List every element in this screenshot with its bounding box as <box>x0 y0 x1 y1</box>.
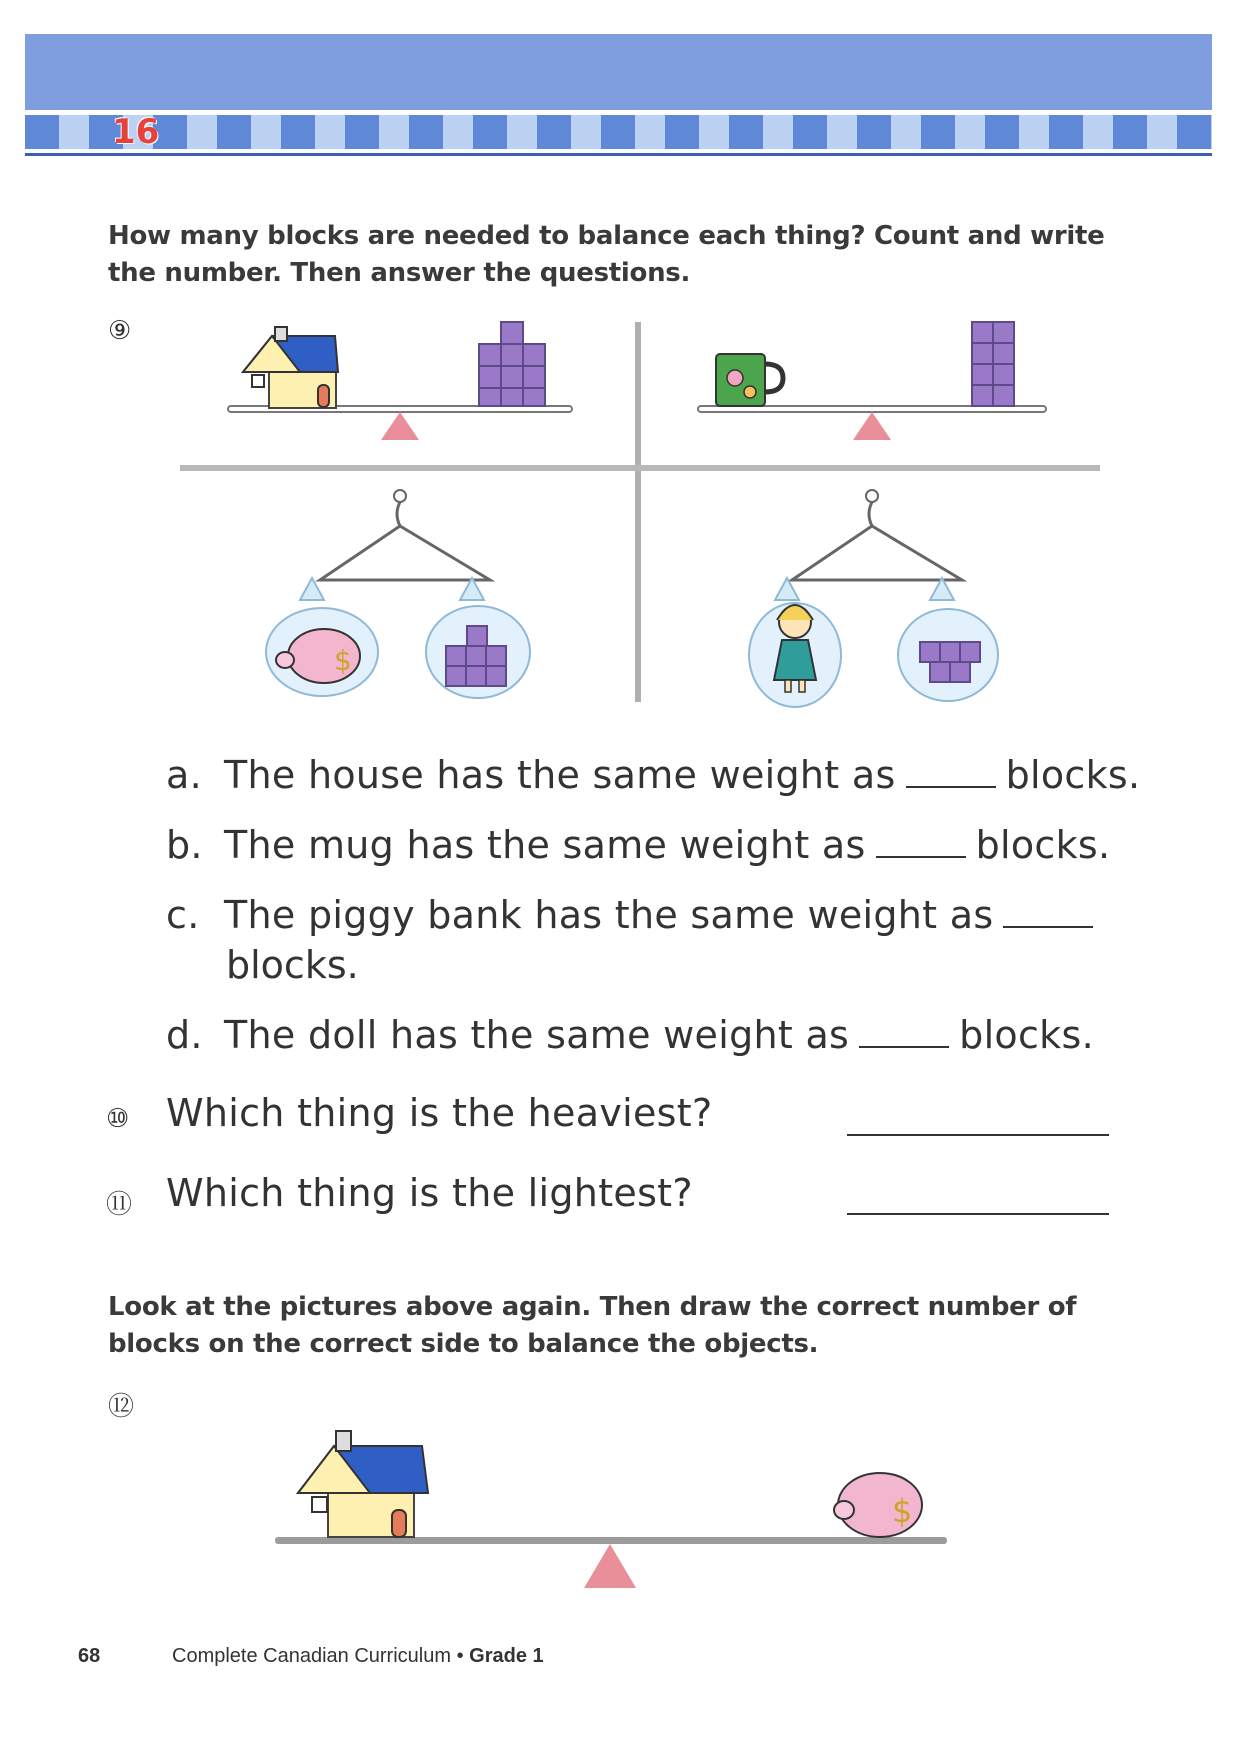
item-letter: c. <box>166 893 200 937</box>
doll-hanger <box>749 490 998 707</box>
book-title <box>172 1645 544 1668</box>
question-11-text: Which thing is the lightest? <box>166 1171 693 1215</box>
question-b <box>166 823 1110 867</box>
question-10-text: Which thing is the heaviest? <box>166 1091 713 1135</box>
item-letter: b. <box>166 823 203 867</box>
question-number-11: ⑪ <box>106 1190 133 1220</box>
item-unit: blocks. <box>975 823 1111 867</box>
item-unit: blocks. <box>959 1013 1094 1057</box>
item-letter: a. <box>166 753 202 797</box>
item-text: The doll has the same weight as <box>224 1013 850 1057</box>
answer-line-10[interactable] <box>847 1134 1109 1136</box>
item-text: The house has the same weight as <box>224 753 896 797</box>
question-number-9: ⑨ <box>108 316 132 346</box>
svg-text:$: $ <box>334 644 352 677</box>
answer-blank-d[interactable] <box>859 1045 949 1048</box>
fulcrum <box>381 412 419 440</box>
item-text: The mug has the same weight as <box>224 823 866 867</box>
block-stack-5-flat <box>920 642 980 682</box>
piggy-bank-hanger <box>266 490 530 698</box>
instruction-line: Look at the pictures above again. Then draw the correct number of <box>108 1292 1077 1322</box>
seesaw-plank <box>275 1537 947 1544</box>
answer-blank-a[interactable] <box>906 785 996 788</box>
svg-text:$: $ <box>892 1492 913 1530</box>
unit-number: 16 <box>112 112 160 152</box>
question-c <box>166 893 1103 937</box>
book-title-text: Complete Canadian Curriculum • <box>172 1645 470 1667</box>
fulcrum <box>853 412 891 440</box>
question-number-10: ⑩ <box>106 1104 130 1134</box>
doll-icon <box>774 605 816 692</box>
house-icon <box>298 1431 428 1537</box>
instruction-line: blocks on the correct side to balance the objects. <box>108 1329 819 1359</box>
block-stack-4 <box>972 322 1014 406</box>
mug-seesaw <box>698 322 1046 440</box>
answer-line-11[interactable] <box>847 1213 1109 1215</box>
house-icon <box>243 327 338 408</box>
instruction-line: the number. Then answer the questions. <box>108 258 691 288</box>
mug-icon <box>716 354 783 406</box>
block-stack-7 <box>479 322 545 406</box>
item-unit: blocks. <box>1005 753 1141 797</box>
question-a <box>166 753 1140 797</box>
house-seesaw <box>228 322 572 440</box>
fulcrum <box>584 1544 636 1588</box>
answer-blank-c[interactable] <box>1003 925 1093 928</box>
house-piggy-seesaw <box>275 1431 947 1588</box>
grade-label: Grade 1 <box>469 1645 544 1667</box>
item-letter: d. <box>166 1013 203 1057</box>
instruction-line: How many blocks are needed to balance each thing? Count and write <box>108 221 1105 251</box>
question-number-12: ⑫ <box>108 1392 135 1422</box>
section2-instruction <box>108 1289 1118 1363</box>
vertical-divider <box>635 322 641 702</box>
question-c-unit: blocks. <box>226 943 359 987</box>
piggy-bank-icon <box>834 1473 922 1537</box>
question-d <box>166 1013 1094 1057</box>
item-text: The piggy bank has the same weight as <box>224 893 994 937</box>
horizontal-divider <box>180 465 1100 471</box>
answer-blank-b[interactable] <box>876 855 966 858</box>
page-number: 68 <box>78 1645 101 1667</box>
